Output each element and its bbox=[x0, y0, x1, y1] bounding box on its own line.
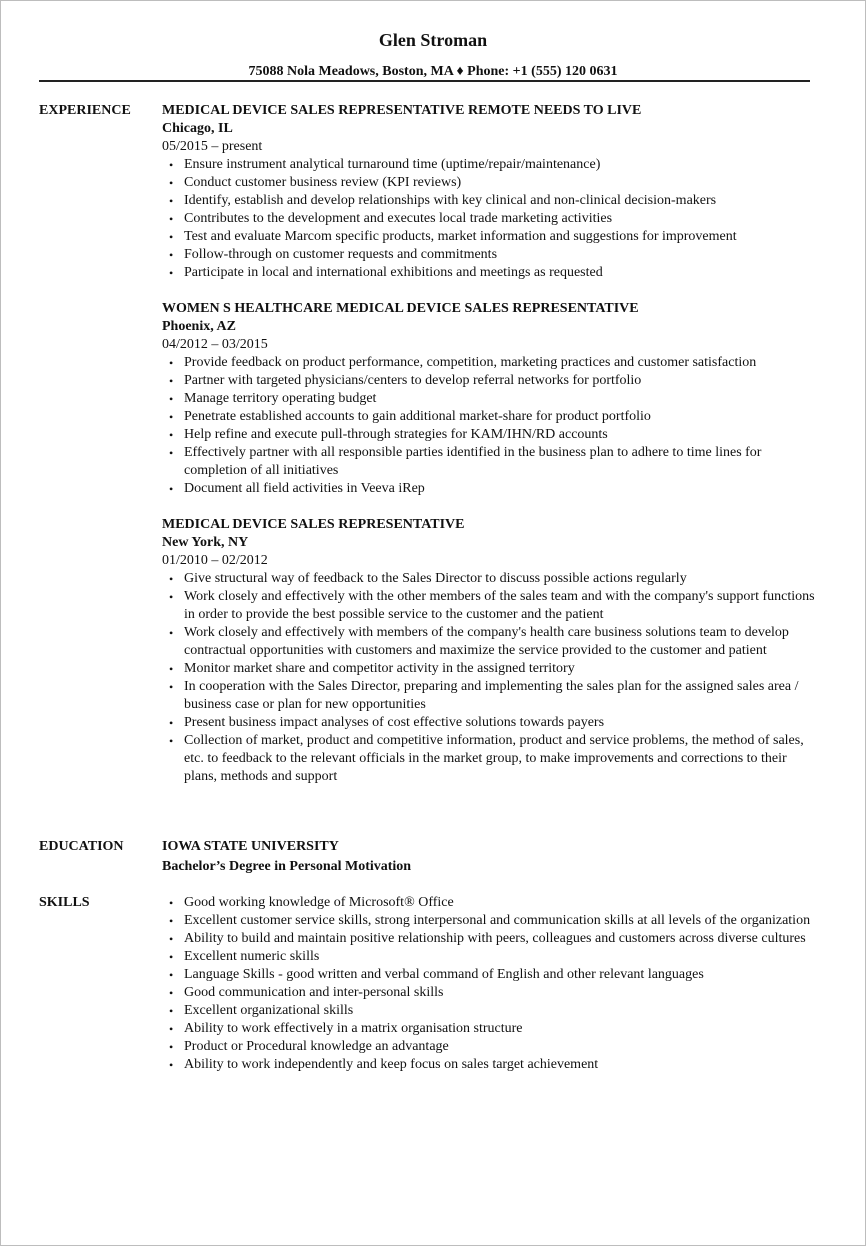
list-item: • Manage territory operating budget bbox=[162, 390, 822, 408]
school-name: IOWA STATE UNIVERSITY bbox=[162, 839, 339, 854]
list-item: • Penetrate established accounts to gain additional market-share for product portfolio bbox=[162, 408, 822, 426]
job-location: Chicago, IL bbox=[162, 121, 233, 136]
experience-list bbox=[162, 102, 822, 786]
job-title: MEDICAL DEVICE SALES REPRESENTATIVE REMOTE NEEDS TO LIVE bbox=[162, 103, 642, 118]
list-item: • Help refine and execute pull-through strategies for KAM/IHN/RD accounts bbox=[162, 426, 822, 444]
header-divider bbox=[39, 80, 810, 82]
list-item: • Contributes to the development and executes local trade marketing activities bbox=[162, 210, 822, 228]
job-dates: 05/2015 – present bbox=[162, 139, 263, 154]
degree: Bachelor’s Degree in Personal Motivation bbox=[162, 859, 412, 874]
list-item: • Partner with targeted physicians/centers to develop referral networks for portfolio bbox=[162, 372, 822, 390]
list-item: • Participate in local and international exhibitions and meetings as requested bbox=[162, 264, 822, 282]
skills-bullets bbox=[162, 894, 822, 1074]
job-entry bbox=[162, 102, 822, 282]
job-bullets bbox=[162, 354, 822, 498]
list-item: • Excellent customer service skills, strong interpersonal and communication skills at all levels of the organization bbox=[162, 912, 822, 930]
list-item: • Follow-through on customer requests and commitments bbox=[162, 246, 822, 264]
list-item: • Excellent organizational skills bbox=[162, 1002, 822, 1020]
job-dates: 01/2010 – 02/2012 bbox=[162, 553, 268, 568]
section-label-experience: EXPERIENCE bbox=[39, 103, 131, 118]
list-item: • Effectively partner with all responsible parties identified in the business plan to adhere to time lines for completion of all initiatives bbox=[162, 444, 822, 480]
list-item: • In cooperation with the Sales Director, preparing and implementing the sales plan for the assigned sales area / business case or plan for new opportunities bbox=[162, 678, 822, 714]
section-label-skills: SKILLS bbox=[39, 895, 90, 910]
list-item: • Ability to work effectively in a matrix organisation structure bbox=[162, 1020, 822, 1038]
job-bullets bbox=[162, 156, 822, 282]
list-item: • Work closely and effectively with members of the company's health care business solutions team to develop contractual opportunities with customers and maximize the service provided to the customer and patient bbox=[162, 624, 822, 660]
list-item: • Test and evaluate Marcom specific products, market information and suggestions for improvement bbox=[162, 228, 822, 246]
education-list bbox=[162, 838, 822, 876]
list-item: • Give structural way of feedback to the Sales Director to discuss possible actions regularly bbox=[162, 570, 822, 588]
section-label-education: EDUCATION bbox=[39, 839, 124, 854]
list-item: • Good working knowledge of Microsoft® Office bbox=[162, 894, 822, 912]
list-item: • Ability to build and maintain positive relationship with peers, colleagues and customers across diverse cultures bbox=[162, 930, 822, 948]
contact-line: 75088 Nola Meadows, Boston, MA ♦ Phone: +1 (555) 120 0631 bbox=[248, 64, 618, 79]
skills-list bbox=[162, 894, 822, 1074]
list-item: • Ensure instrument analytical turnaround time (uptime/repair/maintenance) bbox=[162, 156, 822, 174]
list-item: • Present business impact analyses of cost effective solutions towards payers bbox=[162, 714, 822, 732]
job-location: New York, NY bbox=[162, 535, 249, 550]
job-entry bbox=[162, 516, 822, 786]
job-entry bbox=[162, 300, 822, 498]
list-item: • Good communication and inter-personal skills bbox=[162, 984, 822, 1002]
list-item: • Product or Procedural knowledge an advantage bbox=[162, 1038, 822, 1056]
list-item: • Excellent numeric skills bbox=[162, 948, 822, 966]
list-item: • Collection of market, product and competitive information, product and service problems, the method of sales, etc. to feedback to the relevant officials in the market group, to make improvements and corrections to their plans, methods and support bbox=[162, 732, 822, 786]
list-item: • Work closely and effectively with the other members of the sales team and with the company's support functions in order to provide the best possible service to the customer and the patient bbox=[162, 588, 822, 624]
list-item: • Ability to work independently and keep focus on sales target achievement bbox=[162, 1056, 822, 1074]
list-item: • Conduct customer business review (KPI reviews) bbox=[162, 174, 822, 192]
job-title: MEDICAL DEVICE SALES REPRESENTATIVE bbox=[162, 517, 465, 532]
list-item: • Language Skills - good written and verbal command of English and other relevant languages bbox=[162, 966, 822, 984]
job-dates: 04/2012 – 03/2015 bbox=[162, 337, 268, 352]
list-item: • Provide feedback on product performance, competition, marketing practices and customer satisfaction bbox=[162, 354, 822, 372]
job-title: WOMEN S HEALTHCARE MEDICAL DEVICE SALES REPRESENTATIVE bbox=[162, 301, 639, 316]
candidate-name: Glen Stroman bbox=[378, 30, 488, 50]
job-location: Phoenix, AZ bbox=[162, 319, 236, 334]
list-item: • Document all field activities in Veeva iRep bbox=[162, 480, 822, 498]
list-item: • Monitor market share and competitor activity in the assigned territory bbox=[162, 660, 822, 678]
list-item: • Identify, establish and develop relationships with key clinical and non-clinical decision-makers bbox=[162, 192, 822, 210]
job-bullets bbox=[162, 570, 822, 786]
